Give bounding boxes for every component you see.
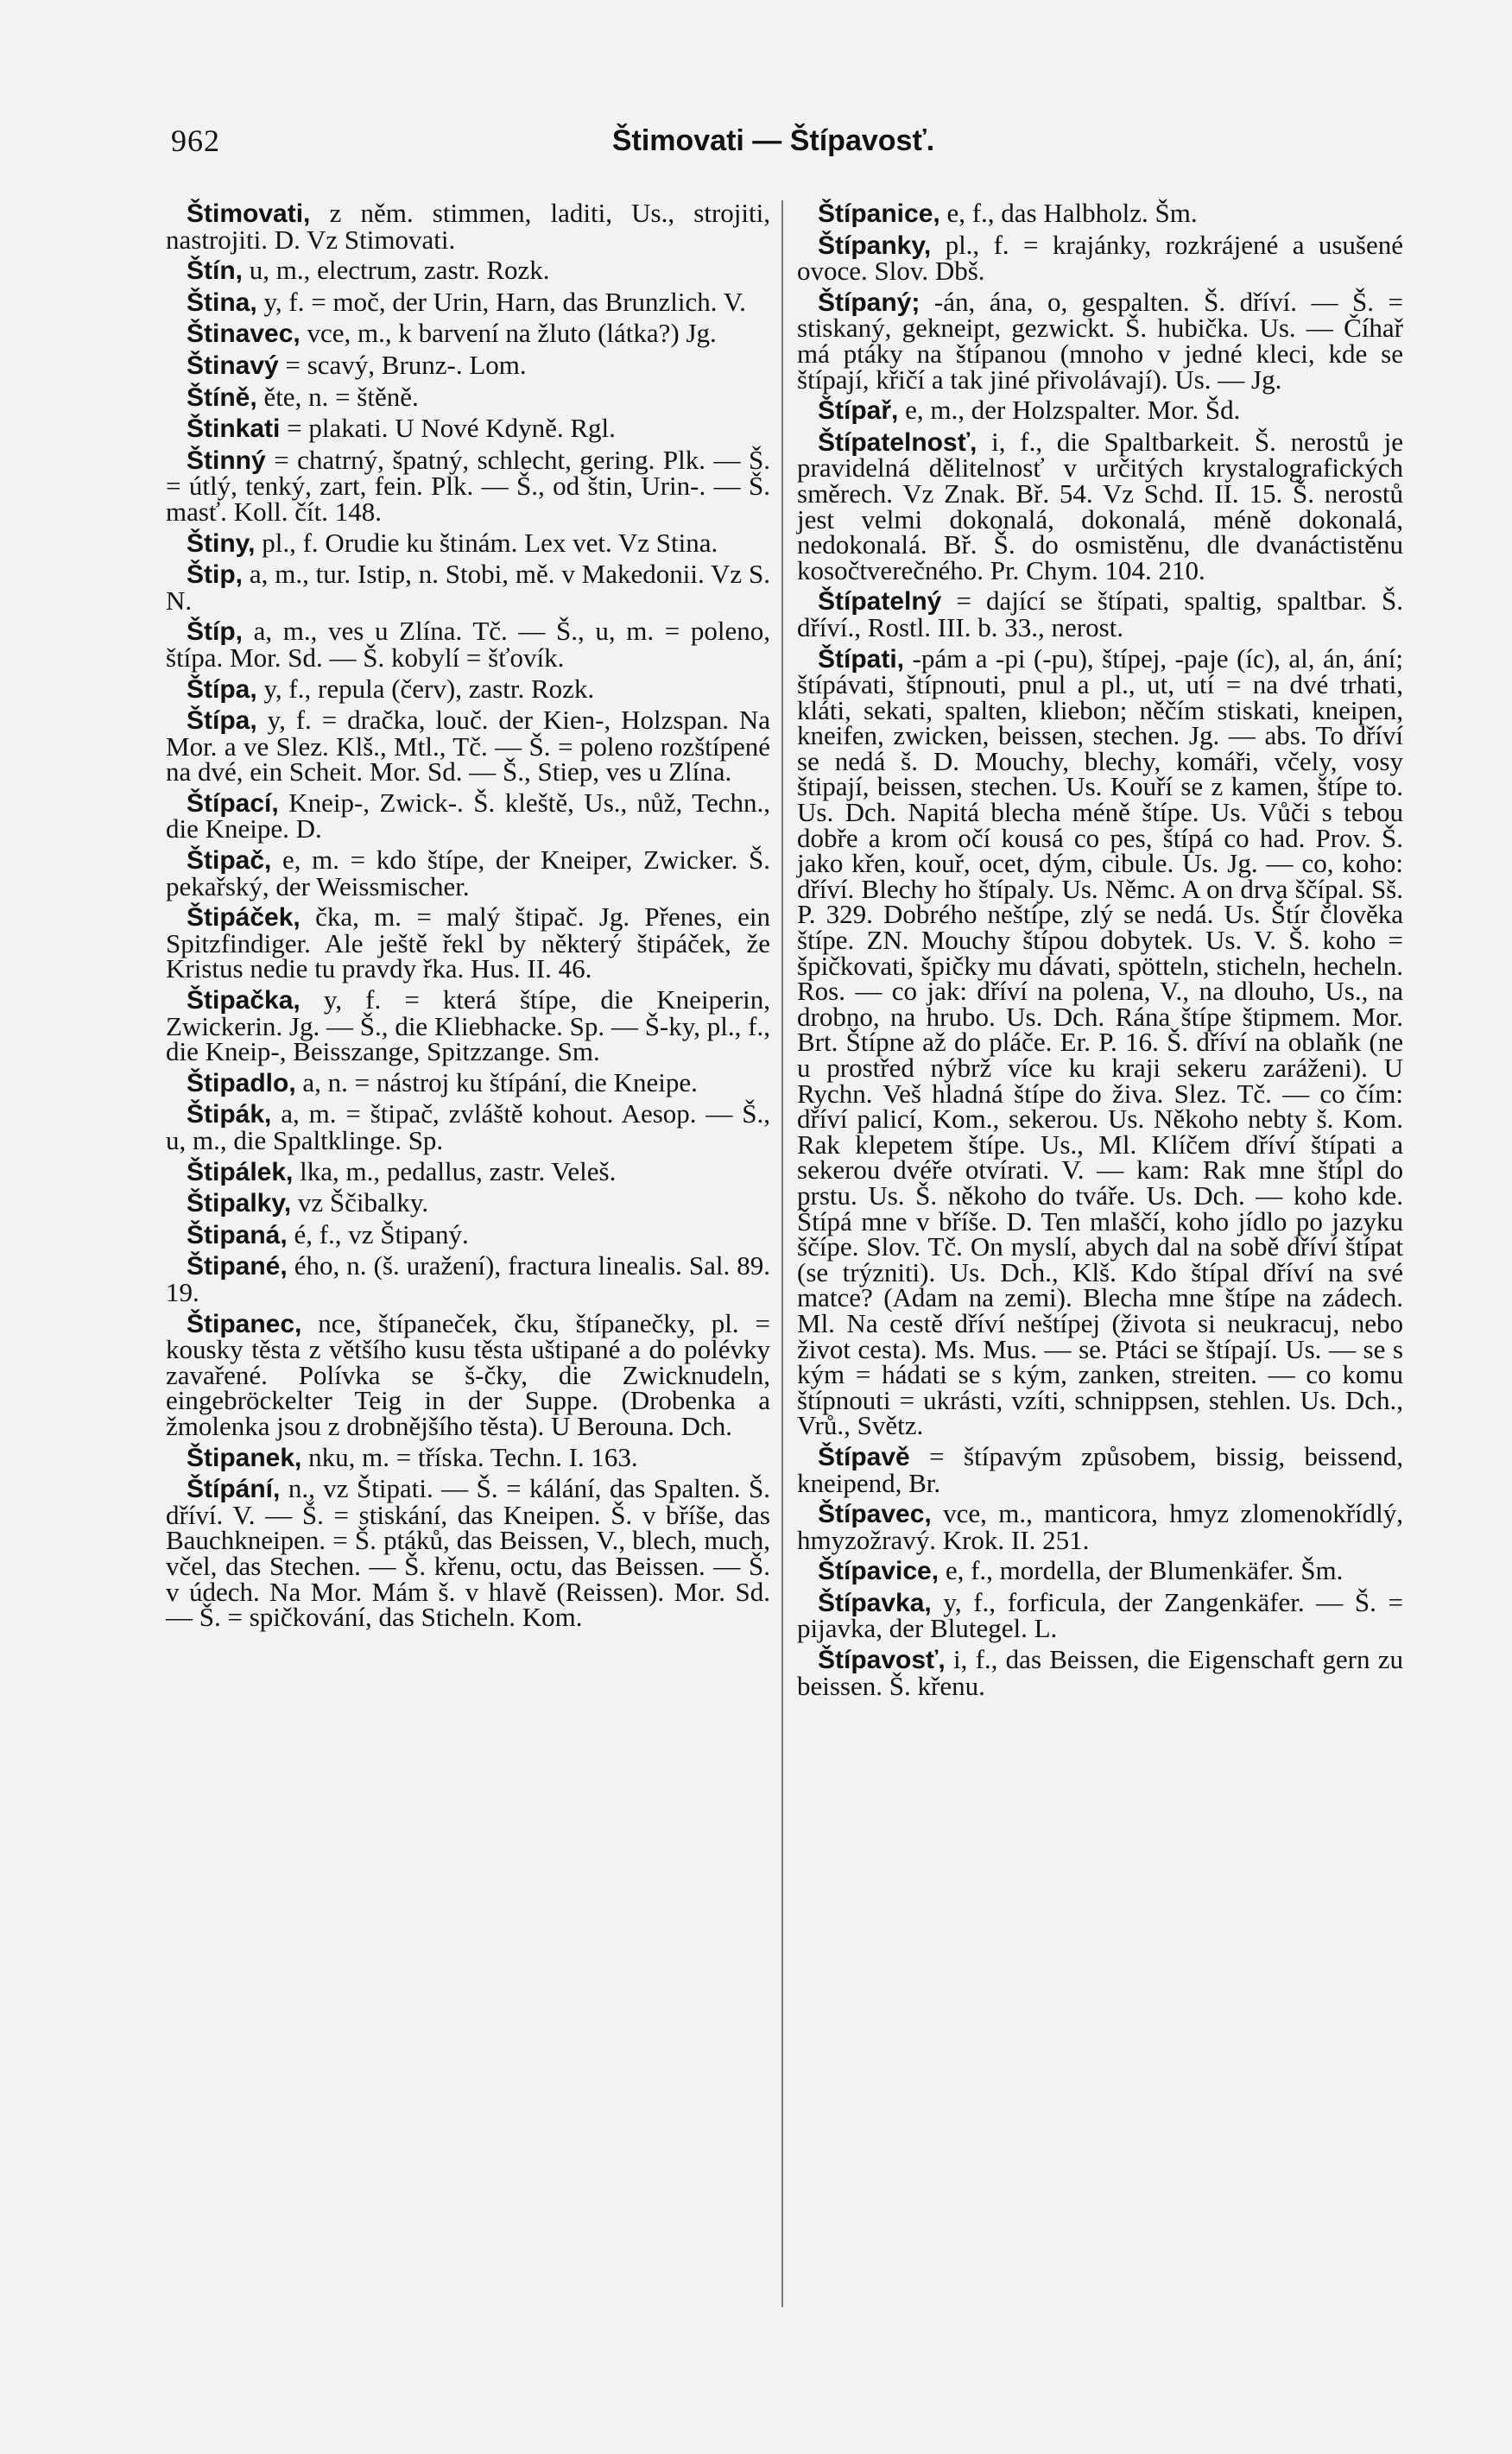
entry-headword: Štipalky, bbox=[187, 1189, 292, 1218]
entry-headword: Štíně, bbox=[187, 383, 257, 412]
entry-definition: y, f., forficula, der Zangenkäfer. — Š. = pijavka, der Blutegel. L. bbox=[797, 1586, 1404, 1644]
entry-headword: Štipadlo, bbox=[187, 1068, 296, 1097]
entry-headword: Štinavý bbox=[187, 351, 279, 380]
entry-definition: é, f., vz Štipaný. bbox=[294, 1218, 469, 1249]
entry-headword: Štipanek, bbox=[187, 1443, 302, 1472]
entry-definition: Kneip-, Zwick-. Š. kleště, Us., nůž, Techn., die Kneipe. D. bbox=[166, 787, 771, 844]
entry-definition: = scavý, Brunz-. Lom. bbox=[285, 349, 527, 380]
entry-definition: e, f., mordella, der Blumenkäfer. Šm. bbox=[945, 1555, 1344, 1586]
entry-definition: ěte, n. = štěně. bbox=[263, 381, 419, 412]
entry-headword: Štípavka, bbox=[818, 1588, 932, 1617]
dictionary-entry bbox=[797, 1555, 1403, 1586]
dictionary-entry bbox=[166, 381, 770, 412]
dictionary-entry bbox=[797, 585, 1404, 642]
entry-definition: lka, m., pedallus, zastr. Veleš. bbox=[300, 1155, 617, 1186]
entry-headword: Štípaný; bbox=[818, 288, 920, 317]
dictionary-entry bbox=[166, 1187, 770, 1218]
dictionary-entry bbox=[166, 616, 771, 673]
dictionary-entry bbox=[797, 426, 1403, 585]
entry-definition: a, m. = štipač, zvláště kohout. Aesop. — Š., u, m., die Spaltklinge. Sp. bbox=[166, 1098, 771, 1155]
entry-headword: Štípa, bbox=[187, 706, 257, 736]
entry-headword: Štipáček, bbox=[187, 903, 301, 933]
page-number: 962 bbox=[171, 123, 220, 158]
dictionary-entry bbox=[166, 1066, 770, 1097]
right-column bbox=[797, 200, 1403, 1704]
dictionary-entry bbox=[166, 1441, 770, 1472]
dictionary-entry bbox=[166, 1250, 770, 1307]
dictionary-entry bbox=[166, 286, 770, 317]
dictionary-entry bbox=[797, 397, 1403, 424]
entry-headword: Ština, bbox=[187, 288, 257, 317]
entry-definition: pl., f. = krajánky, rozkrájené a usušené ovoce. Slov. Dbš. bbox=[797, 229, 1404, 287]
entry-definition: e, m., der Holzspalter. Mor. Šd. bbox=[905, 395, 1241, 426]
dictionary-entry bbox=[166, 444, 770, 527]
entry-definition: vce, m., manticora, hmyz zlomenokřídlý, hmyzožravý. Krok. II. 251. bbox=[797, 1498, 1403, 1555]
dictionary-entry bbox=[166, 559, 771, 616]
entry-definition: y, f. = dračka, louč. der Kien-, Holzspan. Na Mor. a ve Slez. Klš., Mtl., Tč. — Š. = poleno rozštípené na dvé, ein Scheit. Mor. Sd. — Š., Stiep, ves u Zlína. bbox=[166, 705, 770, 787]
dictionary-entry bbox=[797, 1440, 1404, 1498]
entry-definition: n., vz Štipati. — Š. = kálání, das Spalten. Š. dříví. V. — Š. = stiskání, das Kneipen. Š. v bříše, das Bauchkneipen. = Š. ptáků, das Beissen, V., blech, much, včel, das Stechen. — Š. křenu, octu, das Beissen. — Š. v údech. Na Mor. Mám š. v hlavě (Reissen). Mor. Sd. — Š. = spičkování, das Sticheln. Kom. bbox=[166, 1473, 770, 1633]
entry-definition: i, f., die Spaltbarkeit. Š. nerostů je pravidelná dělitelnosť v určitých krystalografických směrech. Vz Znak. Bř. 54. Vz Schd. II. 15. Š. nerostů jest velmi dokonalá, dokonalá, méně dokonalá, nedokonalá. Bř. Š. do osmistěnu, dle dvanáctistěnu kosočtverečného. Pr. Chym. 104. 210. bbox=[797, 426, 1403, 585]
dictionary-entry bbox=[797, 642, 1403, 1441]
entry-headword: Štípatelnosť, bbox=[818, 427, 977, 457]
entry-headword: Štipané, bbox=[187, 1252, 288, 1281]
dictionary-entry bbox=[166, 1473, 770, 1633]
entry-definition: ého, n. (š. uražení), fractura linealis. Sal. 89. 19. bbox=[166, 1250, 770, 1307]
entry-headword: Štip, bbox=[187, 560, 243, 590]
entry-definition: pl., f. Orudie ku štinám. Lex vet. Vz Stina. bbox=[262, 527, 718, 558]
entry-definition: a, n. = nástroj ku štípání, die Kneipe. bbox=[302, 1066, 698, 1097]
entry-headword: Štípání, bbox=[187, 1475, 281, 1504]
entry-headword: Štípa, bbox=[187, 674, 257, 704]
entry-definition: = dající se štípati, spaltig, spaltbar. Š. dříví., Rostl. III. b. 33., nerost. bbox=[797, 585, 1404, 642]
entry-headword: Štipák, bbox=[187, 1100, 272, 1129]
entry-definition: nku, m. = tříska. Techn. I. 163. bbox=[308, 1441, 638, 1472]
entry-headword: Štipaná, bbox=[187, 1220, 288, 1249]
entry-headword: Štípavosť, bbox=[818, 1646, 946, 1675]
dictionary-entry bbox=[797, 1498, 1403, 1555]
dictionary-entry bbox=[166, 349, 770, 380]
entry-definition: = plakati. U Nové Kdyně. Rgl. bbox=[287, 413, 616, 444]
entry-definition: a, m., tur. Istip, n. Stobi, mě. v Makedonii. Vz S. N. bbox=[166, 559, 771, 616]
entry-definition: vz Ščibalky. bbox=[297, 1187, 429, 1218]
entry-headword: Štípati, bbox=[818, 644, 905, 674]
entry-definition: y, f., repula (červ), zastr. Rozk. bbox=[263, 673, 595, 704]
entry-headword: Štimovati, bbox=[187, 199, 311, 228]
entry-definition: = štípavým způsobem, bissig, beissend, kneipend, Br. bbox=[797, 1440, 1404, 1498]
entry-headword: Štípavě bbox=[818, 1442, 910, 1471]
dictionary-entry bbox=[166, 1218, 770, 1249]
dictionary-entry bbox=[166, 673, 770, 704]
entry-headword: Štipálek, bbox=[187, 1157, 294, 1186]
entry-definition: y, f. = která štípe, die Kneiperin, Zwickerin. Jg. — Š., die Kliebhacke. Sp. — Š-ky, pl., f., die Kneip-, Beisszange, Spitzzange. Sm. bbox=[166, 984, 771, 1067]
entry-headword: Štín, bbox=[187, 256, 243, 286]
entry-headword: Štíp, bbox=[187, 617, 243, 647]
running-title: Štimovati — Štípavosť. bbox=[611, 124, 935, 157]
dictionary-entry bbox=[166, 415, 770, 442]
entry-headword: Štípavice, bbox=[818, 1557, 939, 1586]
dictionary-entry bbox=[797, 1586, 1404, 1644]
dictionary-entry bbox=[797, 1644, 1403, 1701]
entry-definition: e, m. = kdo štípe, der Kneiper, Zwicker. Š. pekařský, der Weissmischer. bbox=[166, 844, 770, 901]
dictionary-entry bbox=[166, 257, 770, 284]
dictionary-entry bbox=[166, 901, 771, 984]
column-divider bbox=[781, 200, 783, 2307]
dictionary-entry bbox=[166, 1307, 770, 1441]
entry-headword: Štipanec, bbox=[187, 1309, 302, 1338]
entry-headword: Štípanice, bbox=[818, 199, 940, 228]
dictionary-entry bbox=[166, 198, 770, 255]
dictionary-entry bbox=[166, 787, 771, 844]
entry-headword: Štinkati bbox=[187, 414, 281, 444]
entry-definition: a, m., ves u Zlína. Tč. — Š., u, m. = poleno, štípa. Mor. Sd. — Š. kobylí = šťovík. bbox=[166, 616, 771, 673]
dictionary-entry bbox=[797, 286, 1404, 395]
entry-headword: Štípatelný bbox=[818, 587, 942, 617]
page-header bbox=[171, 119, 1376, 162]
dictionary-entry bbox=[166, 707, 770, 785]
entry-headword: Štinavec, bbox=[187, 319, 301, 349]
entry-definition: y, f. = moč, der Urin, Harn, das Brunzlich. V. bbox=[263, 286, 746, 317]
entry-definition: nce, štípaneček, čku, štípanečky, pl. = kousky těsta z většího kusu těsta uštipané a do polévky zavařené. Polívka se š-čky, die Zwicknudeln, eingebröckelter Teig in der Suppe. (Drobenka a žmolenka jsou z drobnějšího těsta). U Berouna. Dch. bbox=[166, 1307, 770, 1441]
left-column bbox=[166, 200, 770, 1635]
entry-definition: čka, m. = malý štipač. Jg. Přenes, ein Spitzfindiger. Ale ještě řekl by některý štipáček, že Kristus nedie tu pravdy řka. Hus. II. 46. bbox=[166, 901, 771, 984]
dictionary-entry bbox=[166, 984, 771, 1067]
dictionary-entry bbox=[166, 1155, 770, 1186]
dictionary-entry bbox=[166, 1098, 771, 1155]
entry-headword: Štipačka, bbox=[187, 986, 301, 1015]
entry-definition: = chatrný, špatný, schlecht, gering. Plk. — Š. = útlý, tenký, zart, fein. Plk. — Š., od štin, Urin-. — Š. masť. Koll. čít. 148. bbox=[166, 444, 770, 527]
entry-definition: e, f., das Halbholz. Šm. bbox=[946, 198, 1198, 228]
entry-definition: vce, m., k barvení na žluto (látka?) Jg. bbox=[307, 318, 717, 349]
entry-definition: -pám a -pi (-pu), štípej, -paje (íc), al, án, ání; štípávati, štípnouti, pnul a pl., ut, utí = na dvé trhati, kláti, sekati, spalten, kliebon; něčím stiskati, kneipen, kneifen, zwicken, beissen, stechen. Jg. — abs. To dříví se nedá š. D. Mouchy, blechy, komáři, včely, vosy štipají, beissen, stechen. Us. Kouří se z kamen, štípe to. Us. Dch. Napitá blecha méně štípe. Us. Vůči s tebou dobře a krom očí kousá co pes, štípá co had. Prov. Š. jako křen, kouř, ocet, dým, cibule. Us. Jg. — co, koho: dříví. Blechy ho štípaly. Us. Němc. A on drva ščípal. Sš. P. 329. Dobrého neštípe, zlý se nedá. Us. Štír člověka štípe. ZN. Mouchy štípou dobytek. Us. V. Š. koho = špičkovati, špičky mu dávati, spötteln, sticheln, hecheln. Ros. — co jak: dříví na polena, V., na dlouho, Us., na drobno, na hrubo. Us. Dch. Rána štípe štipmem. Mor. Brt. Štípne až do pláče. Er. P. 16. Š. dříví na oblaňk (ne u prostřed nýbrž více ku kraji sekeru zaráženi). U Rychn. Veš hladná štípe do živa. Slez. Tč. — co čím: dříví palicí, Kom., sekerou. Us. Někoho nebty š. Kom. Rak klepetem štípe. Us., Ml. Klíčem dříví štípati a sekerou dvéře otvírati. V. — kam: Rak mne štípl do prstu. Us. Š. někoho do tváře. Us. Dch. — koho kde. Štípá mne v bříše. D. Ten mlaščí, koho jídlo po jazyku ščípe. Slov. Tč. On myslí, abych dal na sobě dříví štípat (se trýzniti). Us. Dch., Klš. Kdo štípal dříví na své matce? (Adam na zemi). Blecha mne štípe na zádech. Ml. Na cestě dříví neštípej (života si neukracuj, nebo život cesta). Ms. Mus. — se. Ptáci se štípají. Us. — se s kým = hádati se s kým, zanken, streiten. — co komu štípnouti = ukrásti, vzíti, schnippsen, stehlen. Us. Dch., Vrů., Světz. bbox=[797, 642, 1403, 1441]
dictionary-entry bbox=[797, 229, 1404, 287]
dictionary-entry bbox=[166, 844, 770, 901]
entry-headword: Štipač, bbox=[187, 846, 272, 876]
dictionary-entry bbox=[166, 527, 770, 558]
entry-headword: Štinný bbox=[187, 446, 266, 475]
dictionary-entry bbox=[797, 200, 1403, 227]
entry-definition: u, m., electrum, zastr. Rozk. bbox=[249, 255, 550, 286]
entry-headword: Štípanky, bbox=[818, 231, 932, 260]
entry-headword: Štípař, bbox=[818, 396, 899, 426]
entry-definition: i, f., das Beissen, die Eigenschaft gern zu beissen. Š. křenu. bbox=[797, 1644, 1403, 1701]
entry-definition: z něm. stimmen, laditi, Us., strojiti, nastrojiti. D. Vz Stimovati. bbox=[166, 198, 770, 255]
entry-headword: Štípací, bbox=[187, 788, 279, 818]
dictionary-entry bbox=[166, 320, 770, 347]
entry-headword: Štípavec, bbox=[818, 1500, 932, 1529]
entry-definition: -án, ána, o, gespalten. Š. dříví. — Š. = stiskaný, gekneipt, gezwickt. Š. hubička. Us. — Číhař má ptáky na štípanou (mnoho v jedné kleci, kde se štípají, křičí a tak jiné přivolávají). Us. — Jg. bbox=[797, 286, 1404, 395]
entry-headword: Štiny, bbox=[187, 528, 256, 558]
